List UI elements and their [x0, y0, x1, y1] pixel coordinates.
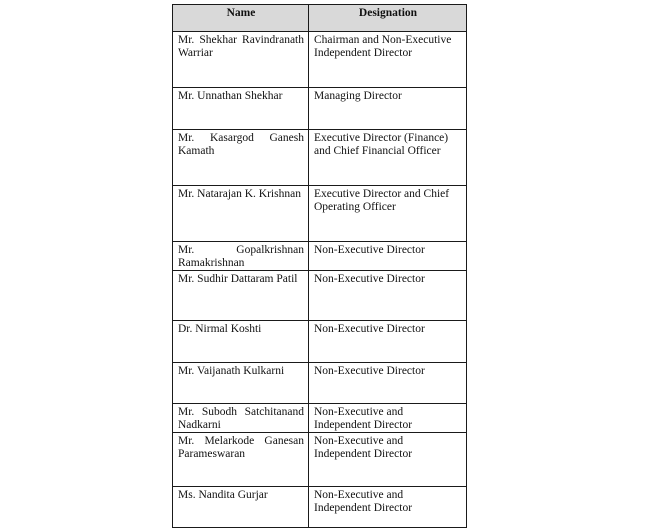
- designation-cell: Managing Director: [309, 88, 467, 130]
- table-row: [173, 271, 467, 321]
- table-row: [173, 404, 467, 433]
- name-cell: Mr. Shekhar Ravindranath Warriar: [173, 32, 309, 88]
- designation-cell: Non-Executive Director: [309, 363, 467, 404]
- designation-cell: Non-Executive and Independent Director: [309, 487, 467, 528]
- name-cell: Mr. Subodh Satchitanand Nadkarni: [173, 404, 309, 433]
- table-row: [173, 242, 467, 271]
- table-row: [173, 321, 467, 363]
- header-row: [173, 5, 467, 32]
- table-row: [173, 32, 467, 88]
- table-row: [173, 363, 467, 404]
- board-of-directors-table: [172, 4, 467, 528]
- name-cell: Mr. Sudhir Dattaram Patil: [173, 271, 309, 321]
- designation-cell: Executive Director (Finance) and Chief Financial Officer: [309, 130, 467, 186]
- designation-cell: Chairman and Non-Executive Independent Director: [309, 32, 467, 88]
- header-designation: Designation: [309, 5, 467, 32]
- table-row: [173, 130, 467, 186]
- name-cell: Ms. Nandita Gurjar: [173, 487, 309, 528]
- designation-cell: Non-Executive Director: [309, 271, 467, 321]
- designation-cell: Non-Executive Director: [309, 242, 467, 271]
- designation-cell: Non-Executive and Independent Director: [309, 404, 467, 433]
- header-name: Name: [173, 5, 309, 32]
- name-cell: Mr. Kasargod Ganesh Kamath: [173, 130, 309, 186]
- table-row: [173, 88, 467, 130]
- name-cell: Mr. Unnathan Shekhar: [173, 88, 309, 130]
- table-row: [173, 186, 467, 242]
- name-cell: Mr. Vaijanath Kulkarni: [173, 363, 309, 404]
- designation-cell: Non-Executive Director: [309, 321, 467, 363]
- table-row: [173, 433, 467, 487]
- name-cell: Mr. Gopalkrishnan Ramakrishnan: [173, 242, 309, 271]
- designation-cell: Non-Executive and Independent Director: [309, 433, 467, 487]
- table-row: [173, 487, 467, 528]
- name-cell: Dr. Nirmal Koshti: [173, 321, 309, 363]
- designation-cell: Executive Director and Chief Operating Officer: [309, 186, 467, 242]
- name-cell: Mr. Natarajan K. Krishnan: [173, 186, 309, 242]
- name-cell: Mr. Melarkode Ganesan Parameswaran: [173, 433, 309, 487]
